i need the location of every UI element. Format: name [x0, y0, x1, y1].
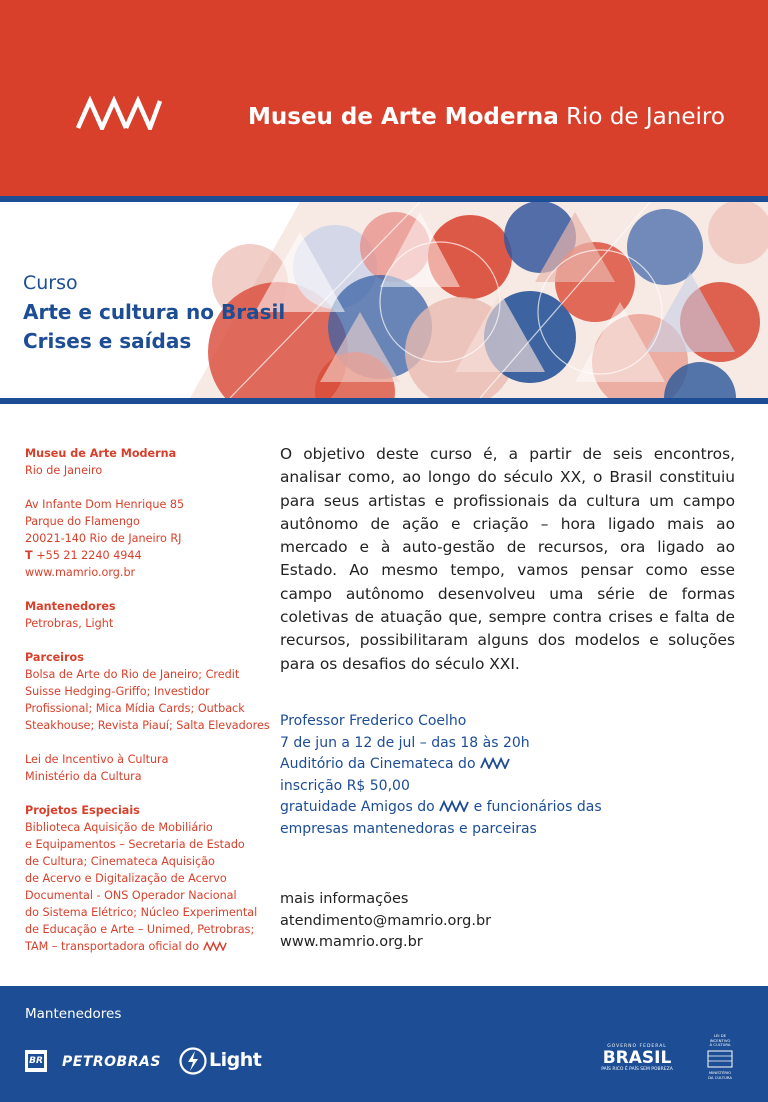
minc-line: DA CULTURA — [708, 1074, 732, 1080]
address-block — [25, 496, 265, 581]
fee: inscrição R$ 50,00 — [280, 777, 410, 794]
projetos-line: Documental - ONS Operador Nacional — [25, 889, 237, 902]
petrobras-logo-text: PETROBRAS — [62, 1054, 161, 1070]
address-line: 20021-140 Rio de Janeiro RJ — [25, 532, 182, 545]
lei-line: INCENTIVO — [709, 1037, 731, 1043]
mantenedores-block — [25, 598, 265, 632]
lei-line: À CULTURA — [709, 1042, 731, 1047]
brasil-slogan: PAÍS RICO É PAÍS SEM POBREZA — [601, 1067, 673, 1072]
header — [0, 0, 768, 196]
course-title-line2: Crises e saídas — [23, 329, 192, 353]
phone-number: +55 21 2240 4944 — [36, 549, 142, 562]
parceiros-line: Profissional; Mica Mídia Cards; Outback — [25, 702, 245, 715]
bottom-divider — [0, 398, 768, 404]
projetos-block — [25, 802, 265, 955]
mam-logo-icon — [203, 941, 227, 951]
minc-emblem-icon — [707, 1050, 733, 1068]
lei-incentivo-logo — [705, 1034, 735, 1082]
course-title-line1: Arte e cultura no Brasil — [23, 300, 286, 324]
minc-line: MINISTÉRIO — [708, 1070, 732, 1075]
museum-block — [25, 445, 265, 479]
course-label: Curso — [23, 272, 78, 294]
parceiros-heading: Parceiros — [25, 651, 84, 664]
website-link[interactable]: www.mamrio.org.br — [280, 934, 423, 950]
address-line: Parque do Flamengo — [25, 515, 140, 528]
parceiros-line: Suisse Hedging-Griffo; Investidor — [25, 685, 210, 698]
projetos-heading: Projetos Especiais — [25, 804, 140, 817]
petrobras-logo-icon — [25, 1050, 47, 1072]
museum-title-city: Rio de Janeiro — [566, 104, 725, 130]
lei-block — [25, 751, 265, 785]
venue — [280, 754, 602, 776]
free-admission — [280, 797, 602, 819]
projetos-line-last — [25, 938, 265, 955]
lei-line: LEI DE — [713, 1033, 727, 1038]
projetos-line: Biblioteca Aquisição de Mobiliário — [25, 821, 213, 834]
parceiros-block — [25, 649, 270, 734]
mantenedores-list: Petrobras, Light — [25, 617, 114, 630]
footer-label: Mantenedores — [25, 1006, 122, 1022]
projetos-line: de Educação e Arte – Unimed, Petrobras; — [25, 923, 255, 936]
footer — [0, 986, 768, 1102]
projetos-line: de Acervo e Digitalização de Acervo — [25, 872, 227, 885]
lei-line: Ministério da Cultura — [25, 770, 142, 783]
free-admission-line2: empresas mantenedoras e parceiras — [280, 820, 537, 837]
phone-line — [25, 547, 265, 564]
projetos-line: do Sistema Elétrico; Núcleo Experimental — [25, 906, 258, 919]
mam-logo-icon — [480, 757, 510, 769]
info-heading: mais informações — [280, 891, 409, 907]
mantenedores-heading: Mantenedores — [25, 600, 116, 613]
professor: Professor Frederico Coelho — [280, 713, 467, 729]
course-details — [280, 711, 602, 840]
phone-label: T — [25, 549, 33, 562]
free-pre: gratuidade Amigos do — [280, 799, 435, 815]
governo-brasil-logo — [600, 1044, 674, 1074]
museum-title — [248, 104, 725, 130]
projetos-line: de Cultura; Cinemateca Aquisição — [25, 855, 215, 868]
mam-logo-icon — [75, 96, 163, 130]
sidebar-website-link[interactable]: www.mamrio.org.br — [25, 566, 136, 579]
parceiros-line: Steakhouse; Revista Piauí; Salta Elevadores — [25, 719, 270, 732]
museum-title-name: Museu de Arte Moderna — [248, 104, 559, 130]
parceiros-line: Bolsa de Arte do Rio de Janeiro; Credit — [25, 668, 240, 681]
course-title — [23, 298, 285, 356]
schedule: 7 de jun a 12 de jul – das 18 às 20h — [280, 734, 530, 751]
projetos-line: e Equipamentos – Secretaria de Estado — [25, 838, 245, 851]
brasil-text: BRASIL — [602, 1048, 672, 1068]
sidebar-info — [25, 445, 270, 972]
lei-line: Lei de Incentivo à Cultura — [25, 753, 169, 766]
light-logo-text: Light — [209, 1049, 262, 1071]
course-description: O objetivo deste curso é, a partir de seis encontros, analisar como, ao longo do século XX, o Brasil constituiu para seus artistas e profissionais da cultura um campo autônomo de ação e criação – hora ligado mais ao mercado e à auto-gestão de recursos, ora ligado ao Estado. Ao mesmo tempo, vamos pensar como esse campo autônomo desenvolveu uma série de formas coletivas de atuação que, sempre contra crises e falta de recursos, possibilitaram alguns dos modelos e soluções para os desafios do século XXI. — [280, 445, 735, 673]
petrobras-mark: BR — [29, 1056, 43, 1066]
governo-federal-text: GOVERNO FEDERAL — [607, 1044, 667, 1049]
more-info — [280, 889, 491, 954]
museum-name: Museu de Arte Moderna — [25, 447, 177, 460]
projetos-last-text: TAM – transportadora oficial do — [25, 940, 200, 953]
venue-text: Auditório da Cinemateca do — [280, 756, 476, 772]
museum-city: Rio de Janeiro — [25, 464, 103, 477]
email-link[interactable]: atendimento@mamrio.org.br — [280, 912, 492, 929]
address-line: Av Infante Dom Henrique 85 — [25, 498, 185, 511]
mam-logo-icon — [439, 800, 469, 812]
light-logo-icon — [178, 1046, 208, 1076]
free-post: e funcionários das — [473, 799, 602, 815]
